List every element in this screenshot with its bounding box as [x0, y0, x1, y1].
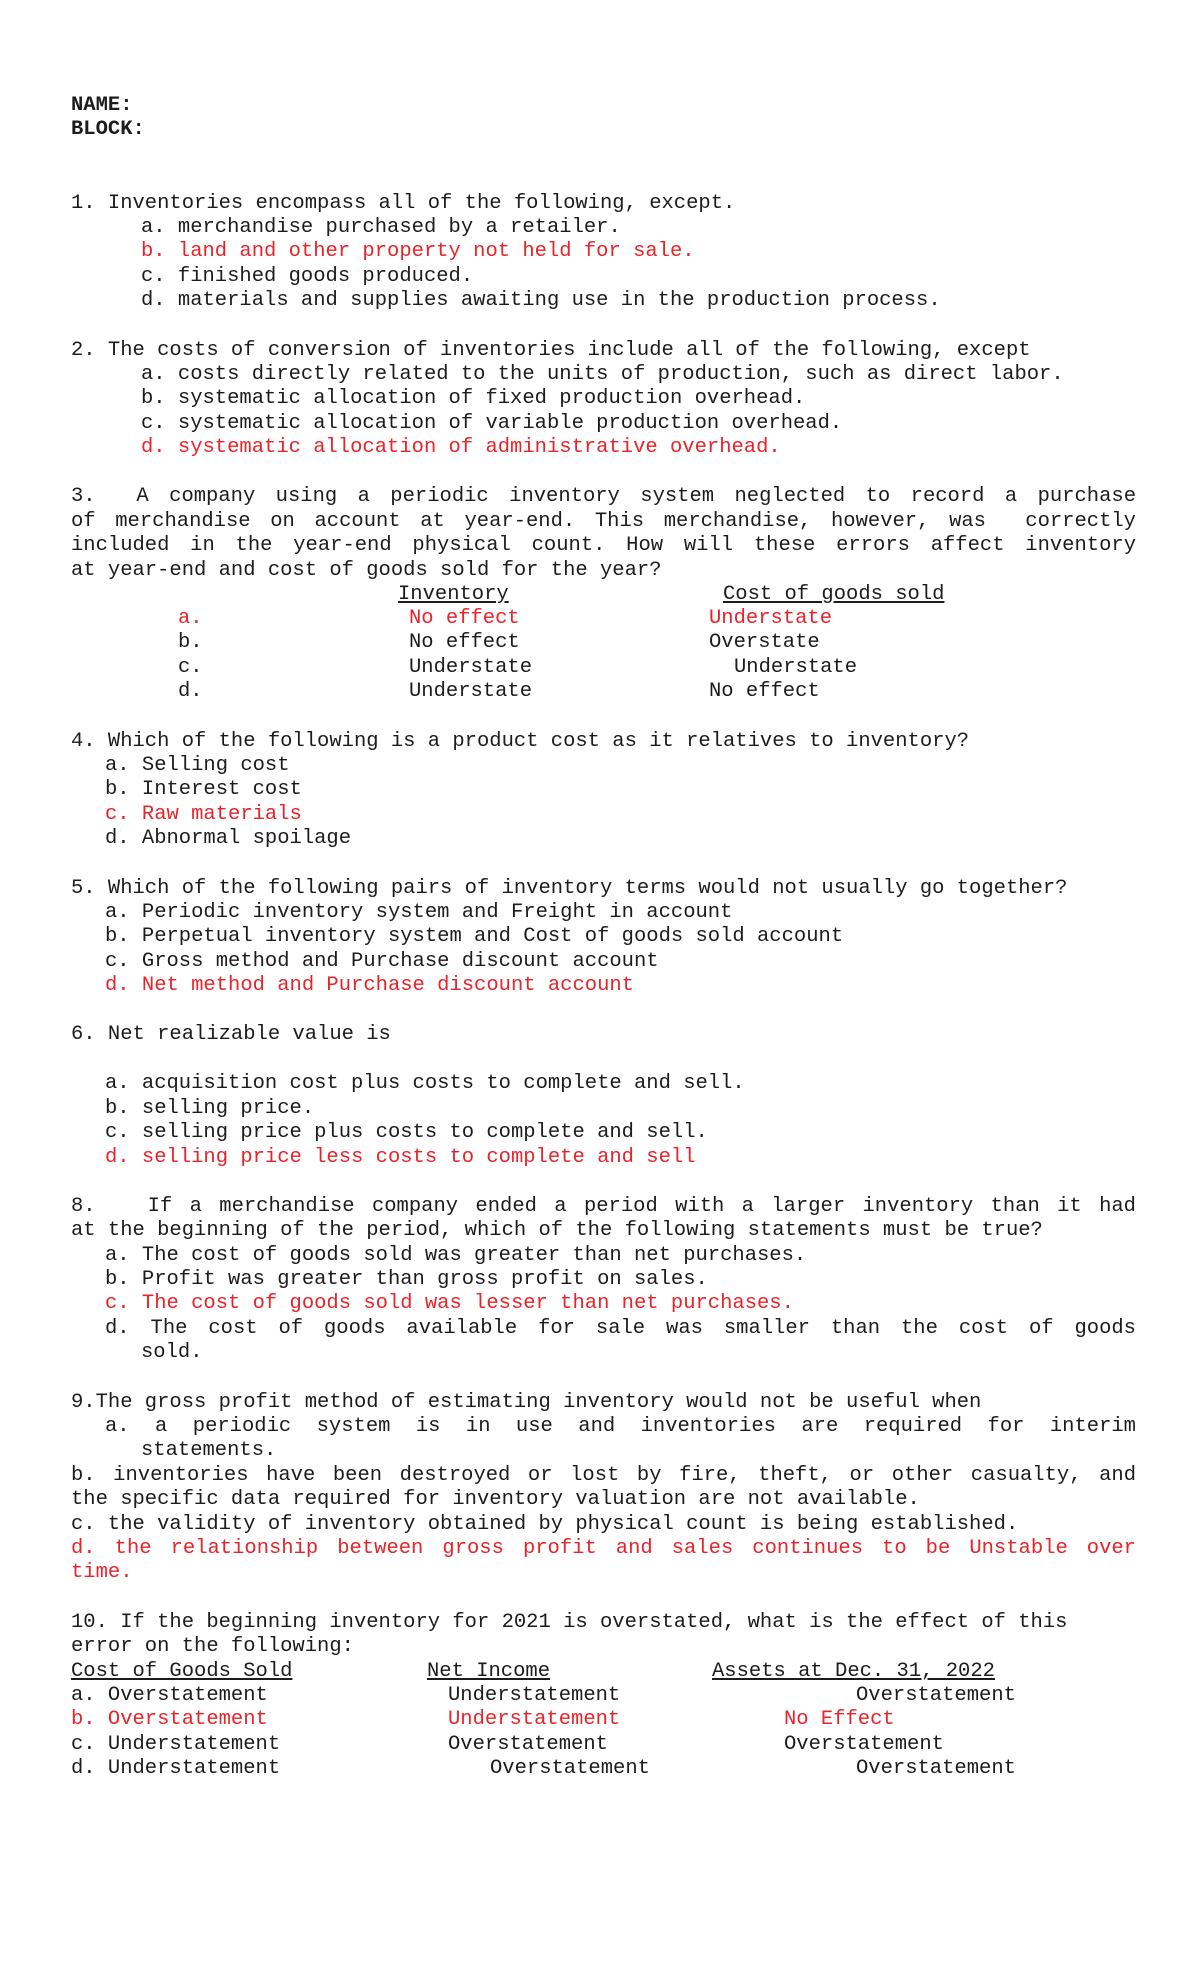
q3-row-a-inventory: No effect — [409, 607, 520, 630]
q3-stem-line1: 3. A company using a periodic inventory system neglected to record a purchase — [71, 485, 1136, 508]
q10-stem-line1: 10. If the beginning inventory for 2021 is overstated, what is the effect of this — [71, 1611, 1068, 1634]
block-label: BLOCK: — [71, 118, 145, 141]
q10-row-b-net-income-answer: Understatement — [448, 1708, 621, 1731]
q3-row-a-cogs: Understate — [709, 607, 833, 630]
q10-row-b-cogs-answer: b. Overstatement — [71, 1708, 268, 1731]
q1-option-c: c. finished goods produced. — [141, 265, 474, 288]
q10-header-cogs: Cost of Goods Sold — [71, 1660, 293, 1683]
q6-stem: 6. Net realizable value is — [71, 1023, 391, 1046]
q3-stem-line2: of merchandise on account at year-end. This merchandise, however, was correctly — [71, 510, 1136, 533]
q6-option-c: c. selling price plus costs to complete and sell. — [105, 1121, 708, 1144]
q5-stem: 5. Which of the following pairs of inventory terms would not usually go together? — [71, 877, 1068, 900]
q2-option-c: c. systematic allocation of variable production overhead. — [141, 412, 843, 435]
q10-stem-line2: error on the following: — [71, 1635, 354, 1658]
q3-row-c-inventory: Understate — [409, 656, 533, 679]
q6-option-a: a. acquisition cost plus costs to complete and sell. — [105, 1072, 745, 1095]
q8-option-d-line2: sold. — [141, 1341, 203, 1364]
name-label: NAME: — [71, 94, 133, 117]
q4-option-b: b. Interest cost — [105, 778, 302, 801]
q2-stem: 2. The costs of conversion of inventories include all of the following, except — [71, 339, 1031, 362]
q3-row-c-letter: c. — [178, 656, 203, 679]
q5-option-b: b. Perpetual inventory system and Cost of goods sold account — [105, 925, 844, 948]
q8-option-b: b. Profit was greater than gross profit on sales. — [105, 1268, 708, 1291]
q1-option-a: a. merchandise purchased by a retailer. — [141, 216, 621, 239]
q3-row-b-inventory: No effect — [409, 631, 520, 654]
q5-option-d-answer: d. Net method and Purchase discount account — [105, 974, 634, 997]
q10-header-assets: Assets at Dec. 31, 2022 — [712, 1660, 995, 1683]
q3-row-a-letter: a. — [178, 607, 203, 630]
q3-row-d-cogs: No effect — [709, 680, 820, 703]
q3-row-b-letter: b. — [178, 631, 203, 654]
q3-row-c-cogs: Understate — [734, 656, 858, 679]
q3-row-d-letter: d. — [178, 680, 203, 703]
q8-option-d-line1: d. The cost of goods available for sale was smaller than the cost of goods — [105, 1317, 1136, 1340]
q3-header-inventory: Inventory — [398, 583, 509, 606]
q8-stem-line2: at the beginning of the period, which of the following statements must be true? — [71, 1219, 1043, 1242]
q9-option-a-line1: a. a periodic system is in use and inventories are required for interim — [105, 1415, 1136, 1438]
q9-option-a-line2: statements. — [141, 1439, 277, 1462]
q6-option-d-answer: d. selling price less costs to complete and sell — [105, 1146, 696, 1169]
q1-option-d: d. materials and supplies awaiting use in the production process. — [141, 289, 941, 312]
q10-row-d-assets: Overstatement — [856, 1757, 1016, 1780]
q9-option-d-line2-answer: time. — [71, 1561, 133, 1584]
q10-row-b-assets-answer: No Effect — [784, 1708, 895, 1731]
q10-row-c-assets: Overstatement — [784, 1733, 944, 1756]
q3-stem-line3: included in the year-end physical count. How will these errors affect inventory — [71, 534, 1136, 557]
q10-row-a-net-income: Understatement — [448, 1684, 621, 1707]
q3-row-d-inventory: Understate — [409, 680, 533, 703]
q5-option-c: c. Gross method and Purchase discount account — [105, 950, 659, 973]
q5-option-a: a. Periodic inventory system and Freight in account — [105, 901, 733, 924]
q10-header-net-income: Net Income — [427, 1660, 551, 1683]
q4-option-d: d. Abnormal spoilage — [105, 827, 352, 850]
q1-stem: 1. Inventories encompass all of the following, except. — [71, 192, 736, 215]
q10-row-d-cogs: d. Understatement — [71, 1757, 281, 1780]
q2-option-a: a. costs directly related to the units of production, such as direct labor. — [141, 363, 1064, 386]
q4-option-a: a. Selling cost — [105, 754, 290, 777]
q2-option-b: b. systematic allocation of fixed production overhead. — [141, 387, 806, 410]
q9-option-d-line1-answer: d. the relationship between gross profit and sales continues to be Unstable over — [71, 1537, 1136, 1560]
q9-option-c: c. the validity of inventory obtained by physical count is being established. — [71, 1513, 1019, 1536]
q9-option-b-line1: b. inventories have been destroyed or lost by fire, theft, or other casualty, and — [71, 1464, 1136, 1487]
q9-option-b-line2: the specific data required for inventory valuation are not available. — [71, 1488, 920, 1511]
q4-option-c-answer: c. Raw materials — [105, 803, 302, 826]
q1-option-b-answer: b. land and other property not held for sale. — [141, 240, 695, 263]
q9-stem: 9.The gross profit method of estimating inventory would not be useful when — [71, 1391, 982, 1414]
q6-option-b: b. selling price. — [105, 1097, 315, 1120]
q8-option-c-answer: c. The cost of goods sold was lesser than net purchases. — [105, 1292, 794, 1315]
q8-option-a: a. The cost of goods sold was greater than net purchases. — [105, 1244, 807, 1267]
q10-row-d-net-income: Overstatement — [490, 1757, 650, 1780]
q4-stem: 4. Which of the following is a product cost as it relatives to inventory? — [71, 730, 970, 753]
q10-row-c-net-income: Overstatement — [448, 1733, 608, 1756]
q10-row-a-cogs: a. Overstatement — [71, 1684, 268, 1707]
q8-stem-line1: 8. If a merchandise company ended a period with a larger inventory than it had — [71, 1195, 1136, 1218]
q3-row-b-cogs: Overstate — [709, 631, 820, 654]
q10-row-c-cogs: c. Understatement — [71, 1733, 281, 1756]
q2-option-d-answer: d. systematic allocation of administrative overhead. — [141, 436, 781, 459]
q3-stem-line4: at year-end and cost of goods sold for the year? — [71, 559, 662, 582]
q10-row-a-assets: Overstatement — [856, 1684, 1016, 1707]
q3-header-cogs: Cost of goods sold — [723, 583, 945, 606]
